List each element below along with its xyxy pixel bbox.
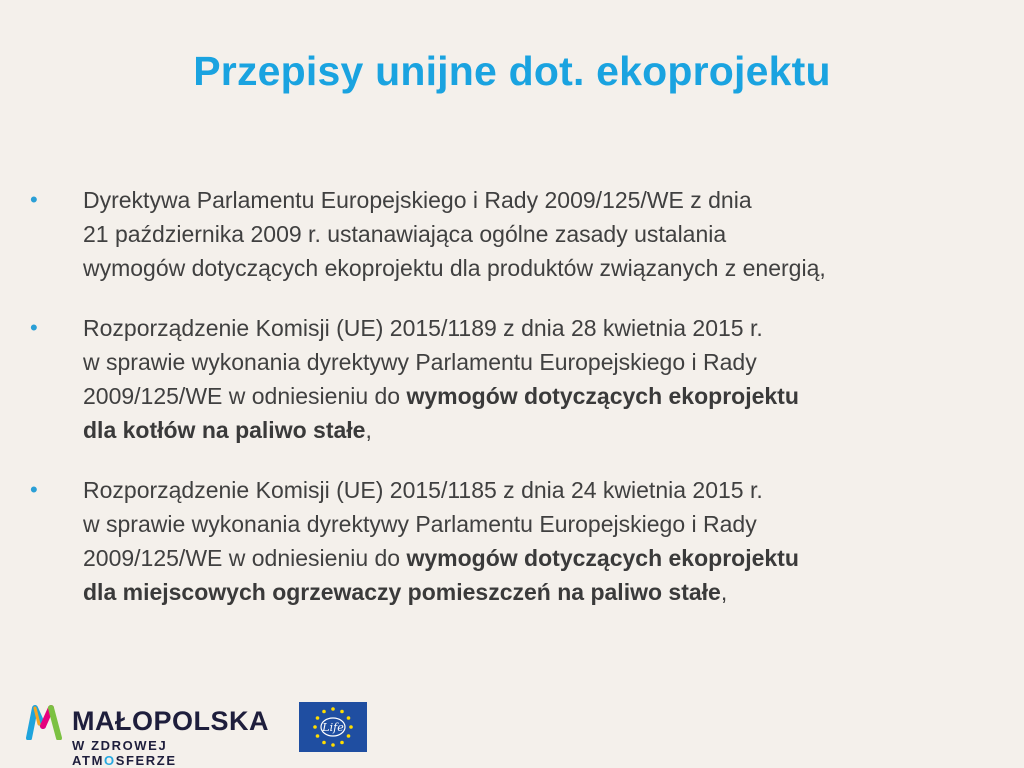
bullet-line: Dyrektywa Parlamentu Europejskiego i Rady 2009/125/WE z dnia [83, 187, 752, 213]
bullet-line: Rozporządzenie Komisji (UE) 2015/1189 z dnia 28 kwietnia 2015 r. [83, 315, 763, 341]
bullet-dot: • [30, 187, 38, 212]
bullet-dot: • [30, 477, 38, 502]
tagline-accent: O [104, 753, 116, 768]
bullet-line [83, 575, 1010, 609]
tagline-text: SFERZE [115, 753, 177, 768]
bullet-list [30, 183, 1010, 635]
bullet-line: Rozporządzenie Komisji (UE) 2015/1185 z dnia 24 kwietnia 2015 r. [83, 477, 763, 503]
bullet-item [30, 473, 1010, 609]
bullet-line: wymogów dotyczących ekoprojektu dla produktów związanych z energią, [83, 255, 826, 281]
bullet-text: 2009/125/WE w odniesieniu do [83, 383, 407, 409]
life-text: Life [322, 721, 344, 734]
bullet-line [83, 379, 1010, 413]
bullet-text: , [365, 417, 372, 443]
bullet-dot: • [30, 315, 38, 340]
bullet-item [30, 311, 1010, 447]
bullet-bold-text: wymogów dotyczących ekoprojektu [406, 545, 799, 571]
bullet-bold-text: dla miejscowych ogrzewaczy pomieszczeń na paliwo stałe [83, 579, 721, 605]
malopolska-tagline [72, 738, 276, 768]
bullet-line: w sprawie wykonania dyrektywy Parlamentu Europejskiego i Rady [83, 349, 757, 375]
bullet-line: w sprawie wykonania dyrektywy Parlamentu Europejskiego i Rady [83, 511, 757, 537]
bullet-text: , [720, 579, 728, 605]
slide-title: Przepisy unijne dot. ekoprojektu [193, 48, 831, 94]
bullet-item [30, 183, 1010, 285]
tagline-text: W ZDROWEJ ATM [72, 738, 168, 768]
bullet-line: 21 października 2009 r. ustanawiająca ogólne zasady ustalania [83, 221, 727, 247]
malopolska-logo [26, 702, 276, 768]
eu-life-logo [299, 702, 367, 752]
bullet-line [83, 413, 1010, 447]
bullet-bold-text: wymogów dotyczących ekoprojektu [406, 383, 799, 409]
bullet-line [83, 541, 1010, 575]
eu-stars-icon [299, 702, 367, 752]
bullet-text: 2009/125/WE w odniesieniu do [83, 545, 407, 571]
bullet-bold-text: dla kotłów na paliwo stałe [83, 417, 366, 443]
malopolska-m-icon [26, 704, 66, 740]
malopolska-brand-text: MAŁOPOLSKA [72, 706, 269, 736]
